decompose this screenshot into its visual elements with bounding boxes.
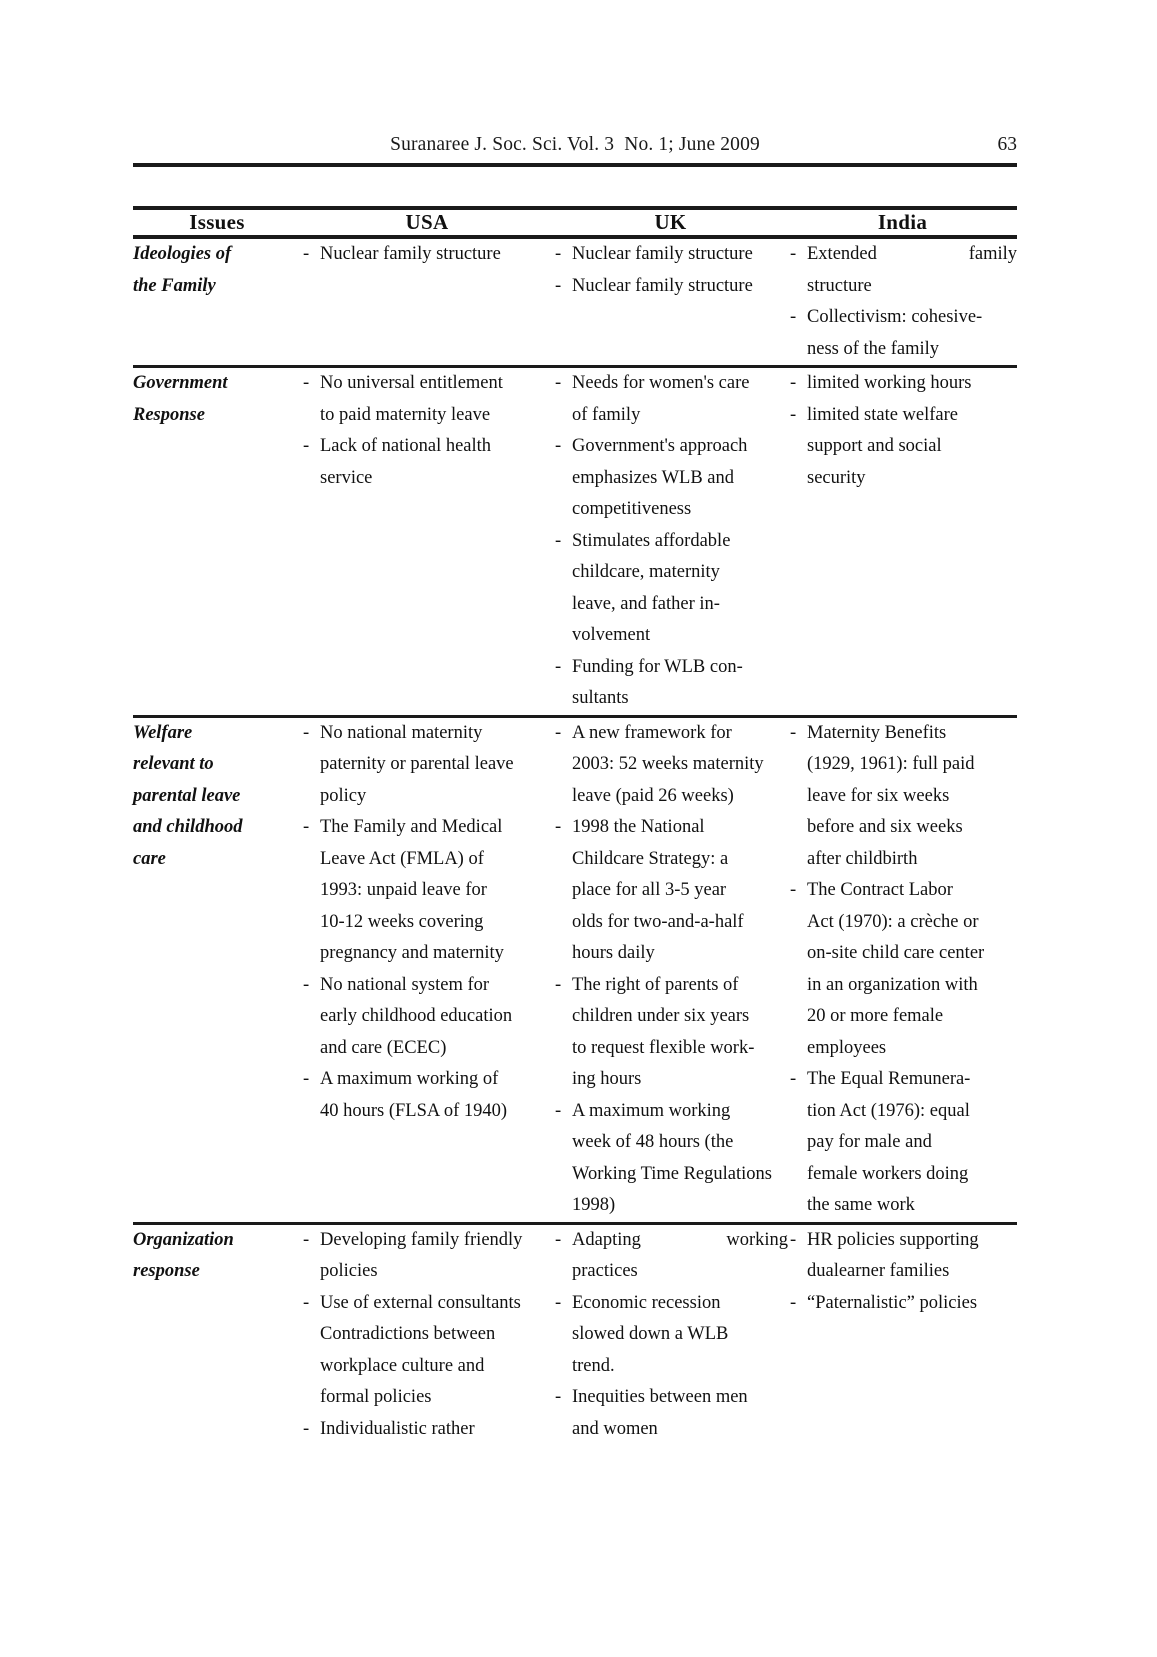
page-number: 63 bbox=[997, 134, 1017, 155]
text-line: - Inequities between men bbox=[572, 1387, 748, 1407]
bullet-item bbox=[301, 431, 553, 494]
bullet-item bbox=[553, 431, 788, 526]
text-line: - No national maternity bbox=[320, 722, 483, 743]
issue-label-cell bbox=[133, 718, 301, 1222]
text-line: to paid maternity leave bbox=[320, 404, 491, 425]
bullet-list bbox=[553, 1225, 788, 1446]
text-line: - Individualistic rather bbox=[320, 1418, 475, 1439]
bullet-item bbox=[553, 1225, 788, 1288]
text-line: sultants bbox=[572, 688, 629, 708]
india-cell bbox=[788, 368, 1017, 715]
india-cell bbox=[788, 239, 1017, 365]
text-line: children under six years bbox=[572, 1006, 750, 1026]
uk-cell bbox=[553, 718, 788, 1222]
text-line bbox=[807, 239, 1017, 271]
text-line: pregnancy and maternity bbox=[320, 943, 504, 963]
bullet-item bbox=[788, 1288, 1017, 1320]
text-line: place for all 3-5 year bbox=[572, 880, 727, 900]
bullet-item bbox=[301, 1225, 553, 1288]
text-line: formal policies bbox=[320, 1387, 432, 1407]
bullet-item bbox=[301, 1288, 553, 1414]
text-line: olds for two-and-a-half bbox=[572, 911, 744, 932]
bullet-item bbox=[788, 875, 1017, 1064]
bullet-item bbox=[788, 1064, 1017, 1222]
issue-label-cell bbox=[133, 239, 301, 365]
bullet-list bbox=[553, 368, 788, 715]
text-line: 40 hours (FLSA of 1940) bbox=[320, 1100, 508, 1121]
text-line: Working Time Regulations bbox=[572, 1163, 772, 1184]
text-line: (1929, 1961): full paid bbox=[807, 754, 975, 774]
text-line: - No national system for bbox=[320, 974, 490, 995]
text-line: - HR policies supporting bbox=[807, 1229, 979, 1250]
running-head bbox=[133, 134, 1017, 160]
text-line: ness of the family bbox=[807, 338, 940, 359]
text-line: to request flexible work- bbox=[572, 1037, 755, 1058]
bullet-item bbox=[301, 718, 553, 813]
text-line: emphasizes WLB and bbox=[572, 467, 735, 488]
journal-citation: Suranaree J. Soc. Sci. Vol. 3 No. 1; June 2009 bbox=[390, 134, 760, 155]
text-line: workplace culture and bbox=[320, 1355, 485, 1376]
text-segment: working bbox=[726, 1229, 788, 1250]
text-line: - The Family and Medical bbox=[320, 817, 503, 837]
bullet-item bbox=[553, 718, 788, 813]
bullet-item bbox=[301, 1414, 553, 1446]
text-line: - Nuclear family structure bbox=[572, 275, 753, 296]
text-line: employees bbox=[807, 1037, 887, 1058]
text-line: practices bbox=[572, 1261, 638, 1281]
text-line: - The Contract Labor bbox=[807, 880, 953, 900]
text-line: after childbirth bbox=[807, 848, 918, 869]
column-header-uk: UK bbox=[654, 210, 687, 234]
text-line: 1998) bbox=[572, 1195, 616, 1215]
text-line: dualearner families bbox=[807, 1261, 950, 1281]
text-line: - The Equal Remunera- bbox=[807, 1069, 971, 1089]
bullet-item bbox=[788, 718, 1017, 876]
text-line: competitiveness bbox=[572, 499, 692, 519]
text-line: Childcare Strategy: a bbox=[572, 848, 729, 869]
text-line: female workers doing bbox=[807, 1163, 969, 1184]
bullet-item bbox=[301, 812, 553, 970]
text-line: before and six weeks bbox=[807, 817, 963, 837]
bullet-item bbox=[788, 1225, 1017, 1288]
india-cell bbox=[788, 1225, 1017, 1446]
text-line: policy bbox=[320, 785, 367, 806]
bullet-item bbox=[301, 239, 553, 271]
text-line: - Funding for WLB con- bbox=[572, 656, 743, 677]
text-line: Leave Act (FMLA) of bbox=[320, 848, 484, 869]
text-line: - Developing family friendly bbox=[320, 1229, 523, 1250]
text-line: - Stimulates affordable bbox=[572, 530, 731, 551]
table-row bbox=[133, 239, 1017, 365]
bullet-list bbox=[301, 1225, 553, 1446]
text-line: volvement bbox=[572, 625, 651, 645]
issue-label-line: the Family bbox=[133, 275, 216, 296]
bullet-item bbox=[788, 302, 1017, 365]
text-line: - Use of external consultants bbox=[320, 1292, 521, 1313]
bullet-item bbox=[553, 1288, 788, 1383]
text-line: - Lack of national health bbox=[320, 436, 492, 456]
bullet-item bbox=[301, 970, 553, 1065]
uk-cell bbox=[553, 1225, 788, 1446]
text-line: - No universal entitlement bbox=[320, 373, 503, 393]
text-line: tion Act (1976): equal bbox=[807, 1100, 970, 1121]
text-segment: - Adapting bbox=[572, 1229, 641, 1250]
text-line: - Nuclear family structure bbox=[320, 244, 501, 264]
bullet-item bbox=[553, 368, 788, 431]
column-header-issues: Issues bbox=[189, 210, 245, 234]
bullet-list bbox=[301, 239, 553, 271]
text-line: trend. bbox=[572, 1355, 615, 1376]
bullet-list bbox=[301, 368, 553, 494]
text-line: the same work bbox=[807, 1195, 915, 1215]
text-line: Contradictions between bbox=[320, 1324, 496, 1344]
issue-label-line: response bbox=[133, 1261, 200, 1281]
bullet-item bbox=[553, 526, 788, 652]
text-line: service bbox=[320, 467, 373, 488]
issue-label-line: parental leave bbox=[133, 785, 241, 806]
bullet-item bbox=[788, 368, 1017, 400]
text-line: - A new framework for bbox=[572, 722, 732, 743]
uk-cell bbox=[553, 368, 788, 715]
text-line: leave for six weeks bbox=[807, 785, 950, 806]
issue-label-cell bbox=[133, 1225, 301, 1446]
text-line: - The right of parents of bbox=[572, 974, 739, 995]
bullet-item bbox=[553, 239, 788, 271]
issue-label-line: and childhood bbox=[133, 817, 243, 837]
bullet-item bbox=[553, 652, 788, 715]
text-line: on-site child care center bbox=[807, 943, 985, 963]
text-line: paternity or parental leave bbox=[320, 754, 514, 774]
usa-cell bbox=[301, 239, 553, 365]
bullet-item bbox=[301, 368, 553, 431]
text-line: and care (ECEC) bbox=[320, 1037, 447, 1058]
table-row bbox=[133, 368, 1017, 715]
bullet-list bbox=[788, 1225, 1017, 1320]
bullet-list bbox=[553, 718, 788, 1222]
text-line: security bbox=[807, 467, 866, 488]
text-line: and women bbox=[572, 1418, 658, 1439]
india-cell bbox=[788, 718, 1017, 1222]
text-line: - 1998 the National bbox=[572, 817, 705, 837]
issue-label-line: Ideologies of bbox=[133, 244, 232, 264]
bullet-item bbox=[553, 1382, 788, 1445]
table-header-row bbox=[133, 210, 1017, 235]
table-row bbox=[133, 1225, 1017, 1446]
text-line: 2003: 52 weeks maternity bbox=[572, 754, 764, 774]
column-header-india: India bbox=[877, 210, 928, 234]
text-line: support and social bbox=[807, 436, 942, 456]
issue-label-line: Response bbox=[133, 404, 205, 425]
text-line: leave (paid 26 weeks) bbox=[572, 785, 734, 806]
bullet-item bbox=[788, 239, 1017, 302]
uk-cell bbox=[553, 239, 788, 365]
text-line: - A maximum working bbox=[572, 1100, 731, 1121]
text-line: early childhood education bbox=[320, 1006, 513, 1026]
text-line: - Nuclear family structure bbox=[572, 244, 753, 264]
bullet-list bbox=[788, 368, 1017, 494]
bullet-item bbox=[553, 970, 788, 1096]
bullet-item bbox=[553, 271, 788, 303]
text-line: 1993: unpaid leave for bbox=[320, 880, 487, 900]
text-segment: family bbox=[968, 244, 1017, 264]
text-line bbox=[572, 1225, 788, 1257]
issue-label-line: Organization bbox=[133, 1229, 234, 1250]
comparison-table bbox=[133, 206, 1017, 1445]
bullet-list bbox=[788, 239, 1017, 365]
text-segment: - Extended bbox=[807, 244, 877, 264]
issue-label-cell bbox=[133, 368, 301, 715]
bullet-item bbox=[788, 400, 1017, 495]
issue-label-line: Government bbox=[133, 373, 228, 393]
text-line: pay for male and bbox=[807, 1132, 932, 1152]
bullet-item bbox=[553, 1096, 788, 1222]
table-row bbox=[133, 718, 1017, 1222]
issue-label-line: care bbox=[133, 848, 166, 869]
text-line: ing hours bbox=[572, 1069, 642, 1089]
bullet-item bbox=[301, 1064, 553, 1127]
bullet-list bbox=[301, 718, 553, 1128]
usa-cell bbox=[301, 1225, 553, 1446]
text-line: leave, and father in- bbox=[572, 593, 720, 614]
text-line: - Needs for women's care bbox=[572, 373, 750, 393]
text-line: week of 48 hours (the bbox=[572, 1132, 734, 1152]
text-line: slowed down a WLB bbox=[572, 1324, 729, 1344]
header-rule bbox=[133, 163, 1017, 167]
text-line: - limited working hours bbox=[807, 373, 972, 393]
text-line: childcare, maternity bbox=[572, 562, 720, 582]
text-line: structure bbox=[807, 275, 872, 296]
text-line: - “Paternalistic” policies bbox=[807, 1292, 978, 1313]
text-line: 10-12 weeks covering bbox=[320, 911, 484, 932]
usa-cell bbox=[301, 718, 553, 1222]
text-line: Act (1970): a crèche or bbox=[807, 911, 979, 932]
bullet-item bbox=[553, 812, 788, 970]
text-line: - A maximum working of bbox=[320, 1069, 499, 1089]
text-line: policies bbox=[320, 1261, 378, 1281]
text-line: - Government's approach bbox=[572, 436, 748, 456]
text-line: 20 or more female bbox=[807, 1006, 944, 1026]
issue-label-line: Welfare bbox=[133, 722, 193, 743]
text-line: - Collectivism: cohesive- bbox=[807, 307, 983, 327]
bullet-list bbox=[788, 718, 1017, 1222]
text-line: - Maternity Benefits bbox=[807, 722, 947, 743]
issue-label-line: relevant to bbox=[133, 754, 214, 774]
text-line: - Economic recession bbox=[572, 1292, 721, 1313]
usa-cell bbox=[301, 368, 553, 715]
bullet-list bbox=[553, 239, 788, 302]
text-line: hours daily bbox=[572, 943, 655, 963]
text-line: in an organization with bbox=[807, 974, 978, 995]
text-line: - limited state welfare bbox=[807, 404, 959, 425]
text-line: of family bbox=[572, 404, 641, 425]
column-header-usa: USA bbox=[405, 210, 449, 234]
